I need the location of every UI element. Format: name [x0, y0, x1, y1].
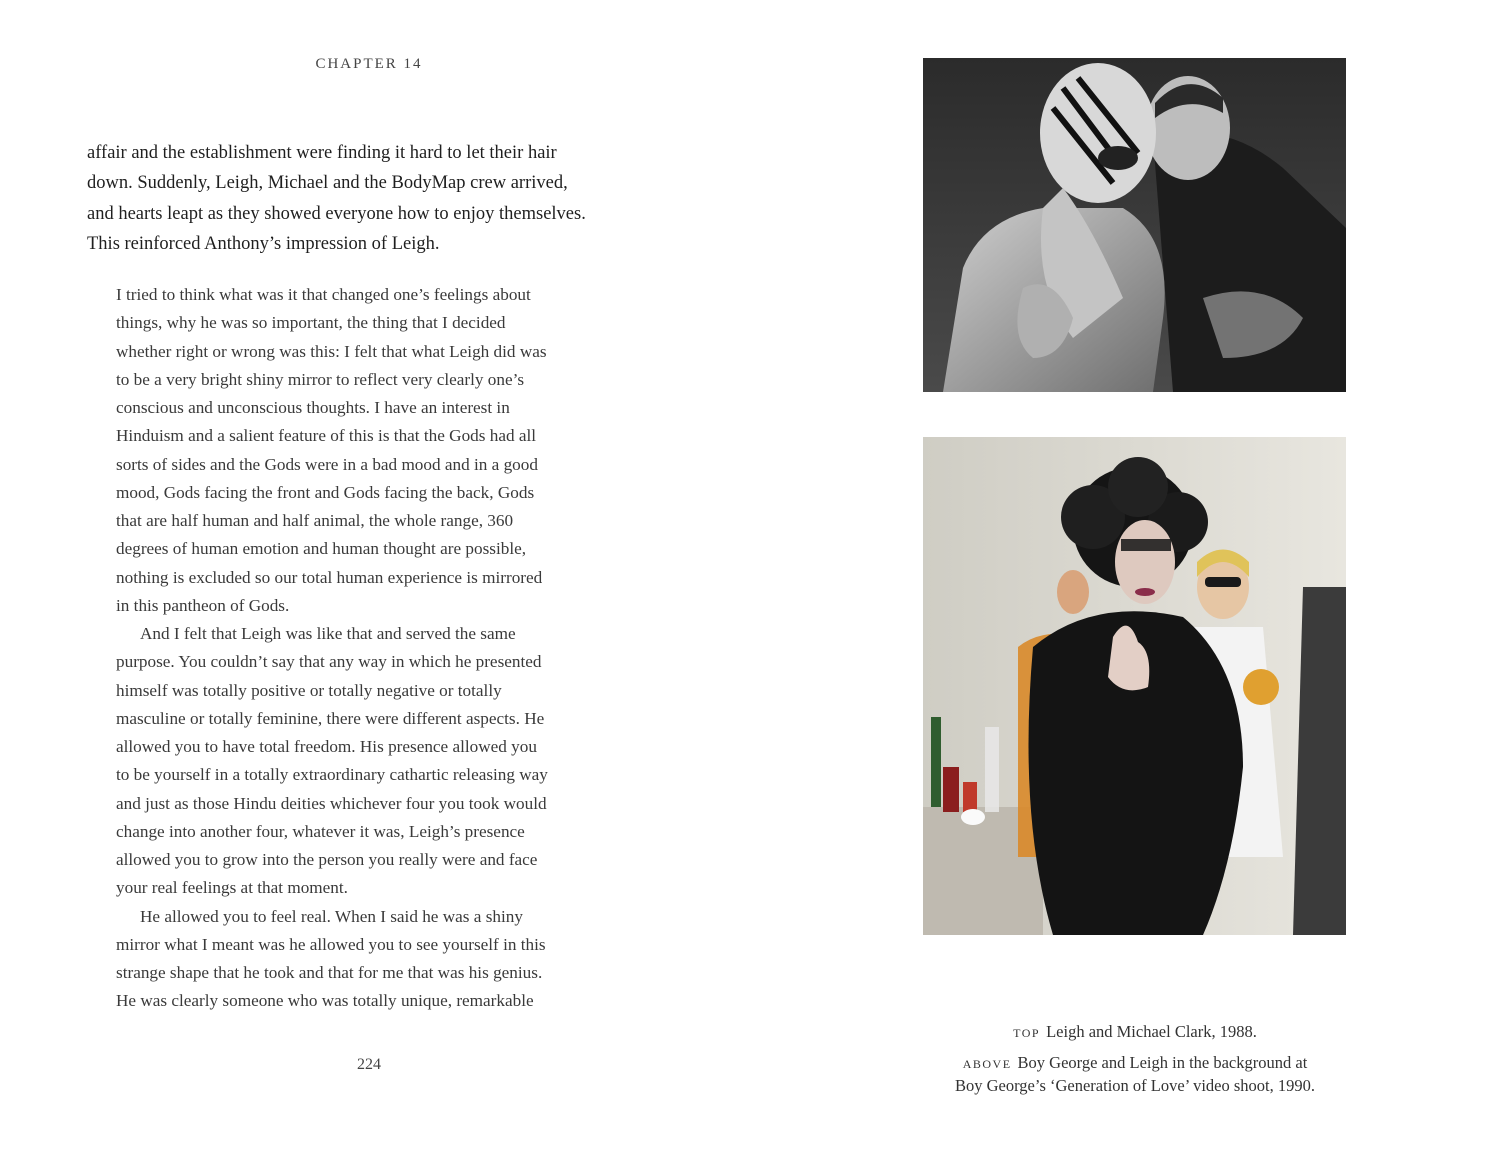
photo-top [923, 58, 1346, 392]
quote-paragraph: He allowed you to feel real. When I said he was a shiny mirror what I meant was he allowed you to see yourself in this strange shape that he took and that for me that was his genius. He was clearly someone who was totally unique, remarkable [116, 906, 546, 1011]
caption-text: Leigh and Michael Clark, 1988. [1046, 1022, 1257, 1041]
photo-bottom [923, 437, 1346, 935]
caption-tag: ABOVE [962, 1057, 1012, 1071]
quote-paragraph: I tried to think what was it that changed one’s feelings about things, why he was so important, the thing that I decided whether right or wrong was this: I felt that what Leigh did was to be a very bright shiny mirror to reflect very clearly one’s conscious and unconscious thoughts. I have an interest in Hinduism and a salient feature of this is that the Gods had all sorts of sides and the Gods were in a bad mood and in a good mood, Gods facing the front and Gods facing the back, Gods that are half human and half animal, the whole range, 360 degrees of human emotion and human thought are possible, nothing is excluded so our total human experience is mirrored in this pantheon of Gods. [116, 285, 547, 615]
quote-paragraph: And I felt that Leigh was like that and served the same purpose. You couldn’t say that any way in which he presented himself was totally positive or totally negative or totally masculine or totally feminine, there were different aspects. He allowed you to have total freedom. His presence allowed you to be yourself in a totally extraordinary cathartic releasing way and just as those Hindu deities whichever four you took would change into another four, whatever it was, Leigh’s presence allowed you to grow into the person you really were and face your real feelings at that moment. [116, 624, 548, 898]
page-number: 224 [357, 1056, 381, 1073]
block-quote [116, 281, 651, 1016]
photo-bottom-image [923, 437, 1346, 935]
photo-top-image [923, 58, 1346, 392]
running-head: CHAPTER 14 [315, 56, 423, 72]
body-paragraph: affair and the establishment were finding it hard to let their hair down. Suddenly, Leigh, Michael and the BodyMap crew arrived, and hearts leapt as they showed everyone how to enjoy themselves. This reinforced Anthony’s impression of Leigh. [87, 143, 586, 254]
right-page [750, 0, 1500, 1151]
caption-above [890, 1031, 1380, 1096]
caption-tag: TOP [1013, 1026, 1041, 1040]
caption-text: Boy George and Leigh in the background at Boy George’s ‘Generation of Love’ video shoot, 1990. [954, 1053, 1316, 1095]
